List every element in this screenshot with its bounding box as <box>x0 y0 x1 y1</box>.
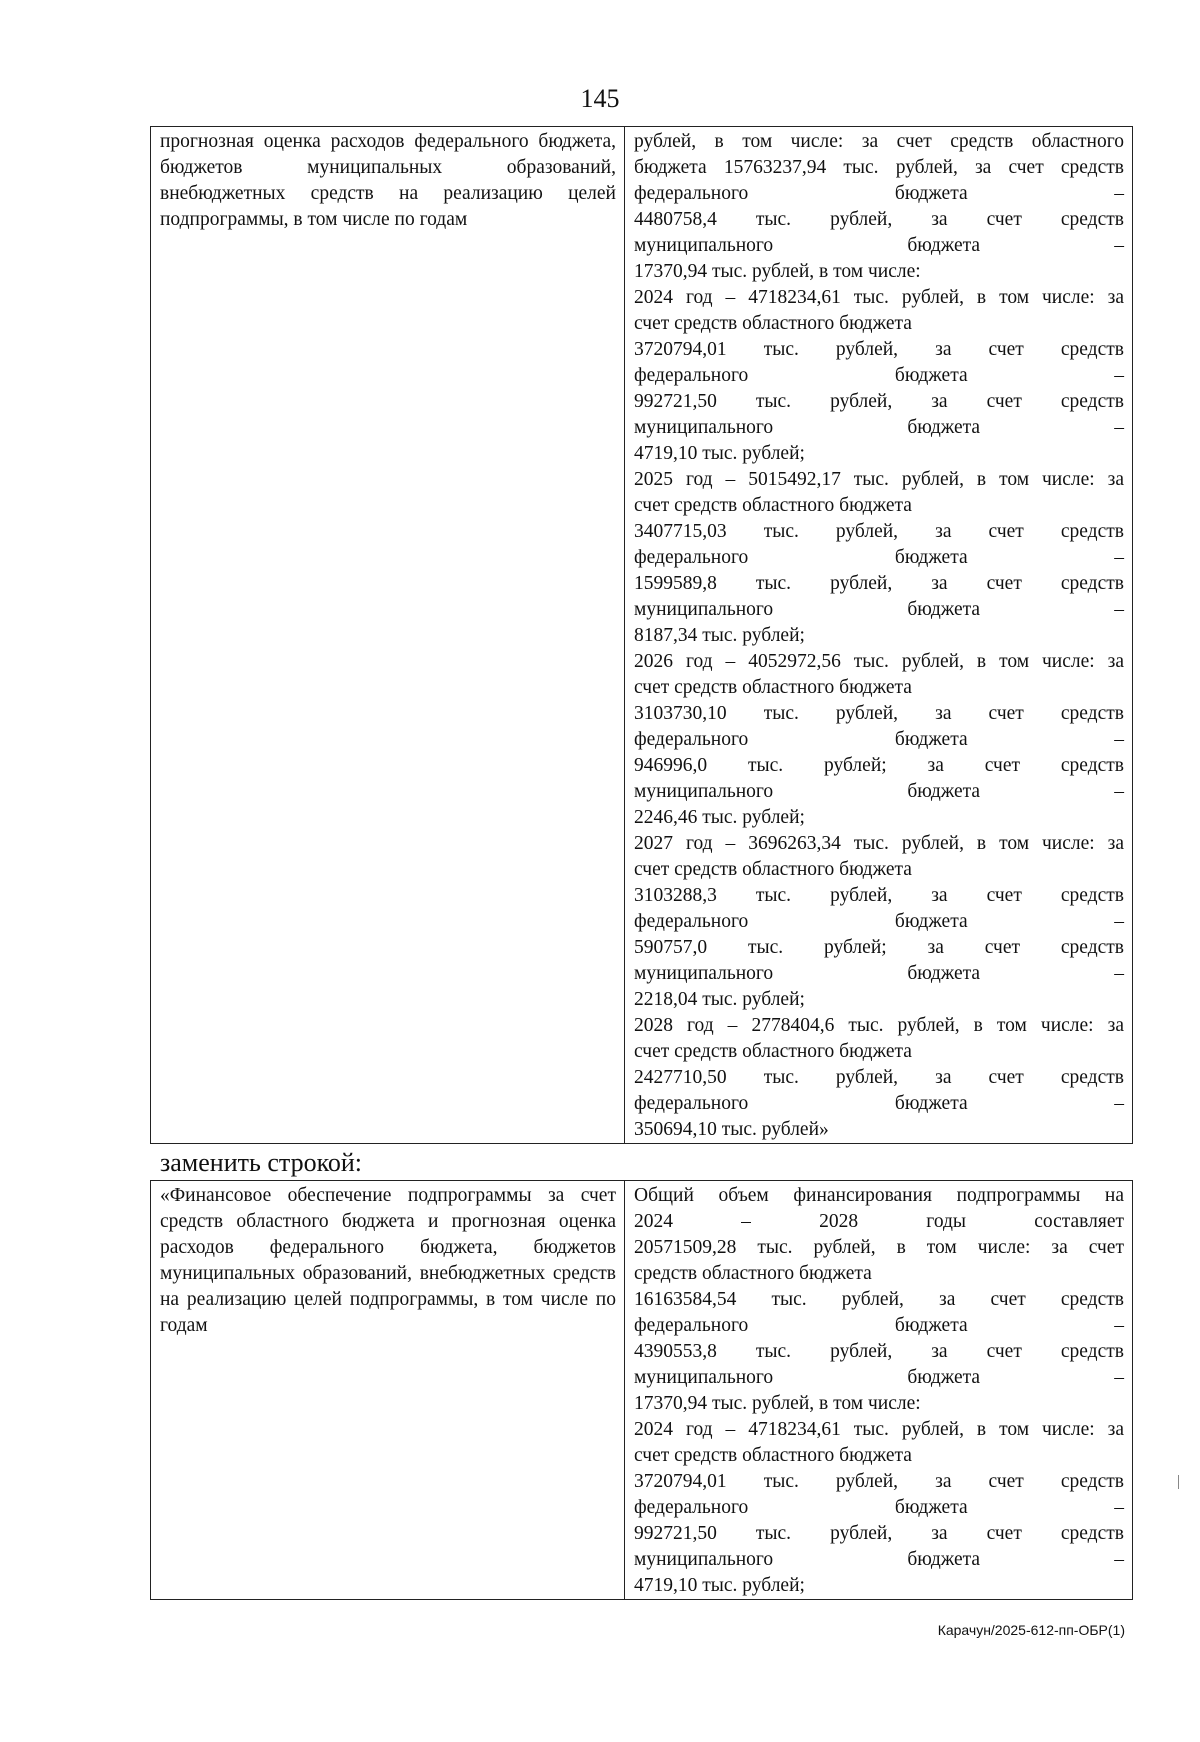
text-line: 3720794,01 тыс. рублей, за счет средств <box>634 339 1124 360</box>
text-line: 17370,94 тыс. рублей, в том числе: <box>634 1393 921 1414</box>
text-line: 1599589,8 тыс. рублей, за счет средств <box>634 573 1124 594</box>
text-line: 4719,10 тыс. рублей; <box>634 443 805 464</box>
text-line: 3103730,10 тыс. рублей, за счет средств <box>634 703 1124 724</box>
text-line: рублей, в том числе: за счет средств областного <box>634 131 1124 152</box>
text-line: средств областного бюджета <box>634 1263 872 1284</box>
row-value-cell <box>625 1181 1133 1600</box>
text-line: счет средств областного бюджета <box>634 495 912 516</box>
text-line: 4719,10 тыс. рублей; <box>634 1575 805 1596</box>
text-line: федерального бюджета – <box>634 1315 1124 1336</box>
text-line: 590757,0 тыс. рублей; за счет средств <box>634 937 1124 958</box>
table-row <box>151 127 1133 1144</box>
text-line: 2024 год – 4718234,61 тыс. рублей, в том числе: за <box>634 287 1124 308</box>
text-line: 4480758,4 тыс. рублей, за счет средств <box>634 209 1124 230</box>
text-line: 16163584,54 тыс. рублей, за счет средств <box>634 1289 1124 1310</box>
text-line: 4390553,8 тыс. рублей, за счет средств <box>634 1341 1124 1362</box>
text-line: федерального бюджета – <box>634 1093 1124 1114</box>
text-line: муниципального бюджета – <box>634 1549 1124 1570</box>
row-value-cell <box>625 127 1133 1144</box>
row-label-cell <box>151 1181 625 1600</box>
text-line: 2024 – 2028 годы составляет <box>634 1211 1124 1232</box>
page-number: 145 <box>580 84 620 113</box>
text-line: счет средств областного бюджета <box>634 859 912 880</box>
row-value-lines <box>634 1183 1124 1599</box>
text-line: федерального бюджета – <box>634 365 1124 386</box>
text-line: 2025 год – 5015492,17 тыс. рублей, в том числе: за <box>634 469 1124 490</box>
text-line: федерального бюджета – <box>634 729 1124 750</box>
row-label-cell <box>151 127 625 1144</box>
text-line: 2218,04 тыс. рублей; <box>634 989 805 1010</box>
text-line: 3720794,01 тыс. рублей, за счет средств <box>634 1471 1124 1492</box>
document-footer-code: Карачун/2025-612-пп-ОБР(1) <box>937 1622 1125 1638</box>
text-line: 946996,0 тыс. рублей; за счет средств <box>634 755 1124 776</box>
text-line: 2027 год – 3696263,34 тыс. рублей, в том числе: за <box>634 833 1124 854</box>
text-line: 2026 год – 4052972,56 тыс. рублей, в том числе: за <box>634 651 1124 672</box>
row-label-text: «Финансовое обеспечение подпрограммы за счет средств областного бюджета и прогнозная оценка расходов федерального бюджета, бюджетов муниципальных образований, внебюджетных средств на реализацию целей подпрограммы, в том числе по годам <box>160 1185 616 1336</box>
text-line: муниципального бюджета – <box>634 599 1124 620</box>
margin-mark <box>1178 1475 1179 1489</box>
text-line: счет средств областного бюджета <box>634 677 912 698</box>
text-line: муниципального бюджета – <box>634 963 1124 984</box>
text-line: Общий объем финансирования подпрограммы на <box>634 1185 1124 1206</box>
text-line: 992721,50 тыс. рублей, за счет средств <box>634 1523 1124 1544</box>
text-line: 20571509,28 тыс. рублей, в том числе: за счет <box>634 1237 1124 1258</box>
text-line: 2427710,50 тыс. рублей, за счет средств <box>634 1067 1124 1088</box>
financing-table-new <box>150 1180 1133 1600</box>
text-line: 3103288,3 тыс. рублей, за счет средств <box>634 885 1124 906</box>
text-line: счет средств областного бюджета <box>634 313 912 334</box>
row-label-text: прогнозная оценка расходов федерального бюджета, бюджетов муниципальных образований, внебюджетных средств на реализацию целей подпрограммы, в том числе по годам <box>160 131 616 230</box>
text-line: 992721,50 тыс. рублей, за счет средств <box>634 391 1124 412</box>
text-line: 8187,34 тыс. рублей; <box>634 625 805 646</box>
text-line: 3407715,03 тыс. рублей, за счет средств <box>634 521 1124 542</box>
text-line: муниципального бюджета – <box>634 235 1124 256</box>
text-line: бюджета 15763237,94 тыс. рублей, за счет средств <box>634 157 1124 178</box>
financing-table-old <box>150 126 1133 1144</box>
text-line: муниципального бюджета – <box>634 1367 1124 1388</box>
text-line: федерального бюджета – <box>634 1497 1124 1518</box>
text-line: федерального бюджета – <box>634 911 1124 932</box>
text-line: счет средств областного бюджета <box>634 1041 912 1062</box>
text-line: муниципального бюджета – <box>634 781 1124 802</box>
replace-instruction: заменить строкой: <box>160 1148 363 1177</box>
text-line: 350694,10 тыс. рублей» <box>634 1119 829 1140</box>
text-line: федерального бюджета – <box>634 183 1124 204</box>
text-line: федерального бюджета – <box>634 547 1124 568</box>
table-row <box>151 1181 1133 1600</box>
text-line: счет средств областного бюджета <box>634 1445 912 1466</box>
text-line: 17370,94 тыс. рублей, в том числе: <box>634 261 921 282</box>
text-line: муниципального бюджета – <box>634 417 1124 438</box>
text-line: 2024 год – 4718234,61 тыс. рублей, в том числе: за <box>634 1419 1124 1440</box>
text-line: 2246,46 тыс. рублей; <box>634 807 805 828</box>
text-line: 2028 год – 2778404,6 тыс. рублей, в том числе: за <box>634 1015 1124 1036</box>
row-value-lines <box>634 129 1124 1143</box>
